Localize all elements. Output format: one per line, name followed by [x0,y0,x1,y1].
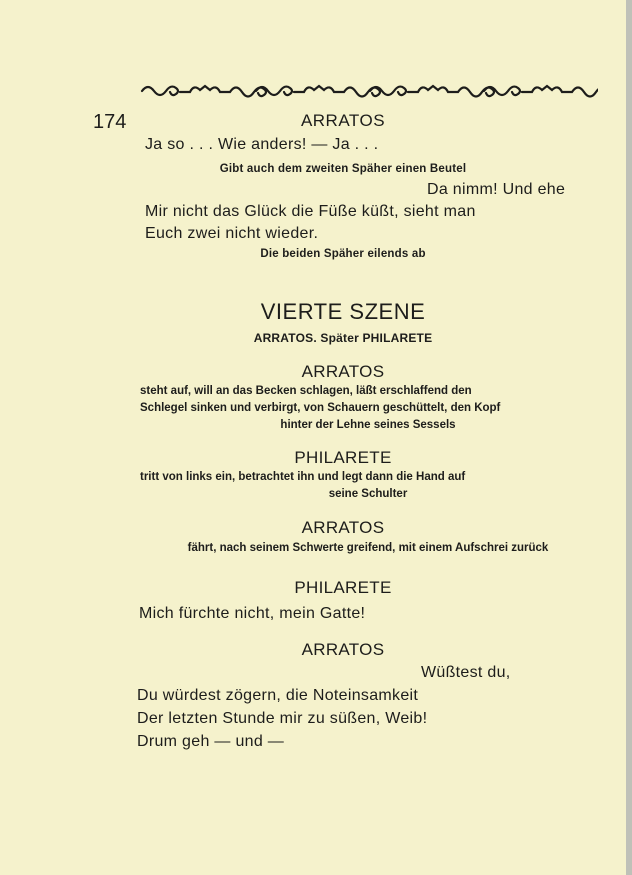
stage-line: steht auf, will an das Becken schlagen, läßt erschlaffend den [140,385,472,397]
speaker-name: ARRATOS [301,640,385,659]
speaker-name: ARRATOS [301,518,385,537]
stage-line: hinter der Lehne seines Sessels [280,419,456,431]
page-edge [626,0,632,875]
running-head: ARRATOS [300,111,386,130]
verse-line: Der letzten Stunde mir zu süßen, Weib! [137,710,428,727]
verse-line: Drum geh — und — [137,733,285,750]
verse-line: Mir nicht das Glück die Füße küßt, sieht man [145,203,476,220]
stage-line: fährt, nach seinem Schwerte greifend, mit einem Aufschrei zurück [187,542,549,554]
speaker-name: PHILARETE [294,578,392,597]
verse-line: Wüßtest du, [421,664,511,681]
verse-line: Du würdest zögern, die Noteinsamkeit [137,687,419,704]
stage-direction: Die beiden Späher eilends ab [260,248,426,260]
verse-line: Da nimm! Und ehe [427,181,566,198]
stage-line: Schlegel sinken und verbirgt, von Schauern geschüttelt, den Kopf [140,402,501,414]
scene-title: VIERTE SZENE [260,299,426,324]
verse-line: Ja so . . . Wie anders! — Ja . . . [145,136,379,153]
verse-line: Euch zwei nicht wieder. [145,225,319,242]
verse-line: Mich fürchte nicht, mein Gatte! [139,605,366,622]
stage-line: tritt von links ein, betrachtet ihn und legt dann die Hand auf [140,471,466,483]
stage-line: seine Schulter [328,488,408,500]
scene-cast: ARRATOS. Später PHILARETE [253,331,433,345]
stage-direction: Gibt auch dem zweiten Späher einen Beutel [219,163,467,175]
page-number: 174 [93,111,127,133]
speaker-name: ARRATOS [301,362,385,381]
speaker-name: PHILARETE [294,448,392,467]
decorative-ornament-band [140,80,598,100]
